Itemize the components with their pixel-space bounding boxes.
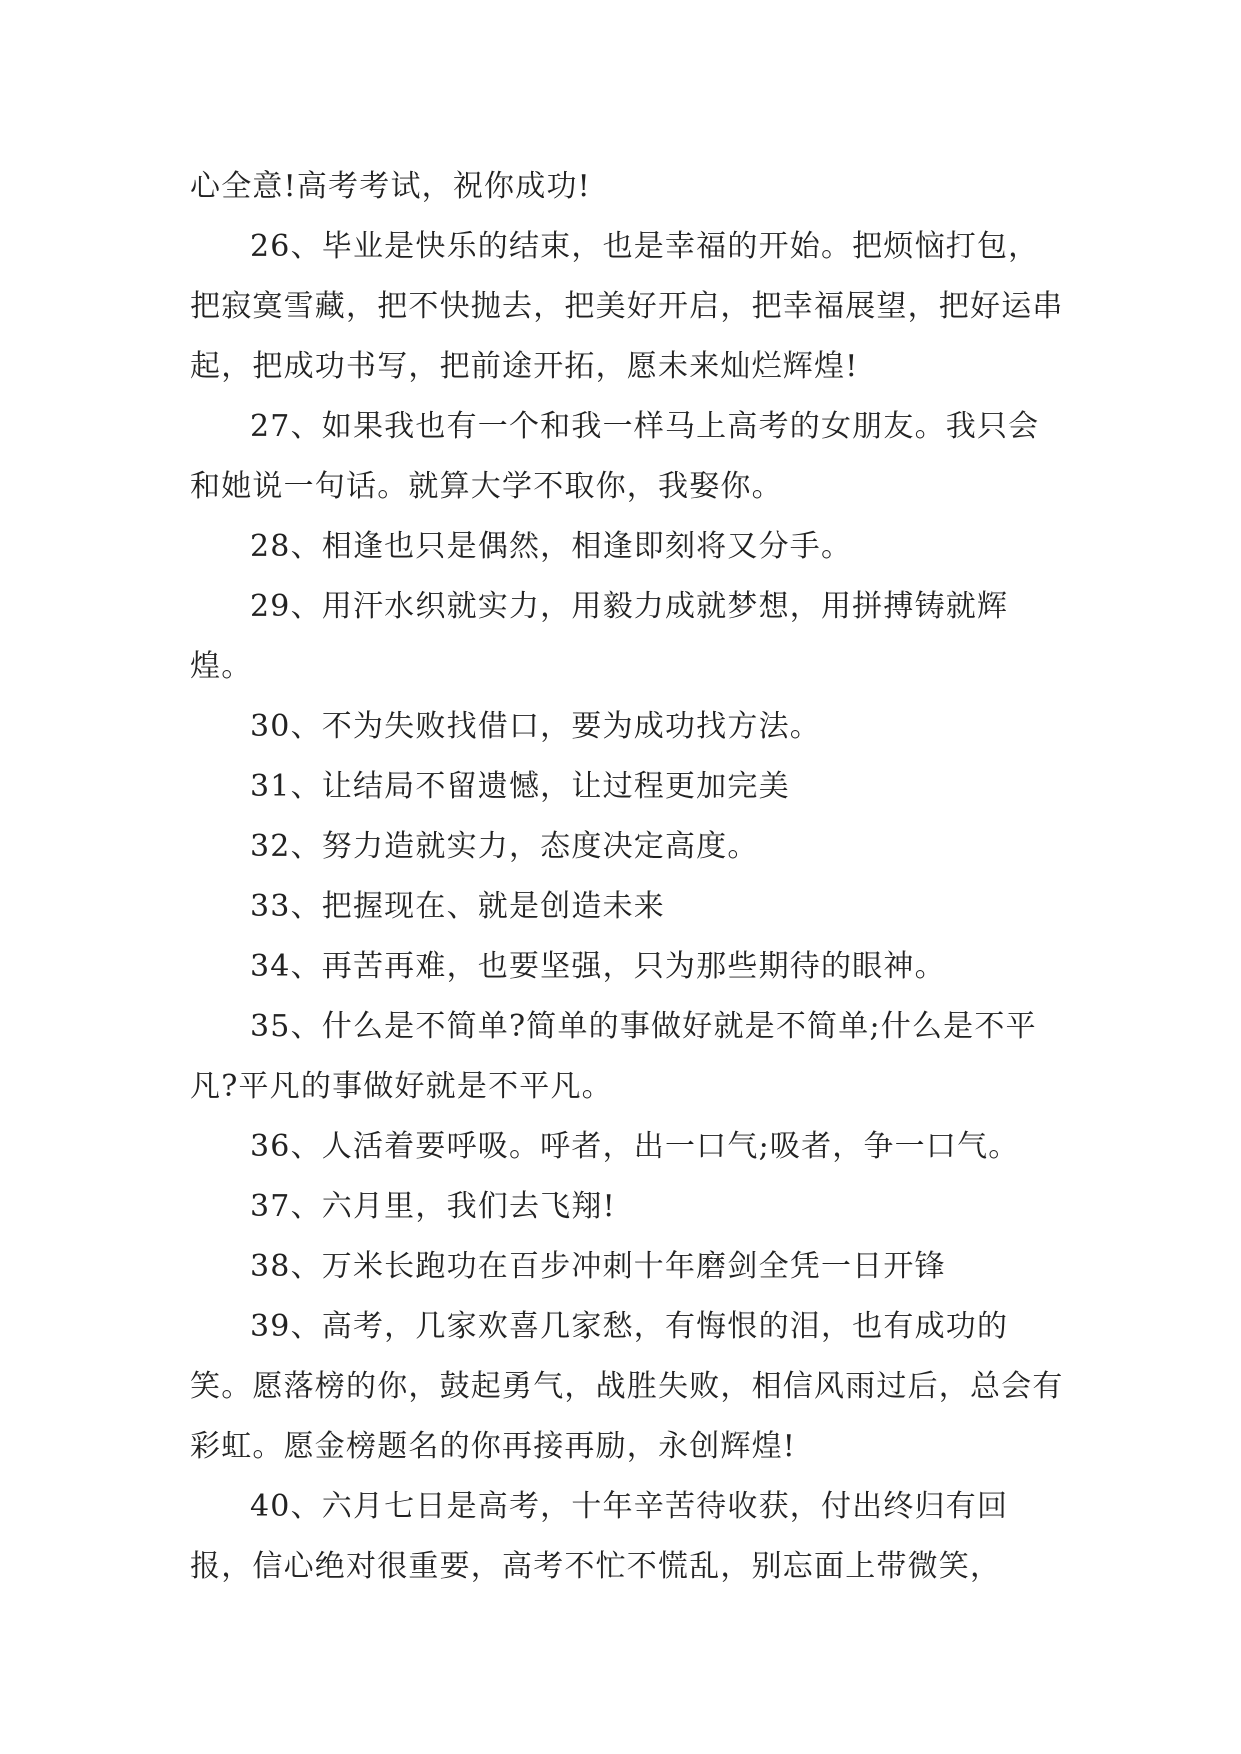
paragraph-40: 40、六月七日是高考，十年辛苦待收获，付出终归有回报，信心绝对很重要，高考不忙不慌乱，别忘面上带微笑， — [190, 1489, 1009, 1584]
paragraph-34: 34、再苦再难，也要坚强，只为那些期待的眼神。 — [250, 949, 946, 984]
paragraph-27: 27、如果我也有一个和我一样马上高考的女朋友。我只会和她说一句话。就算大学不取你，我娶你。 — [190, 409, 1040, 504]
paragraph-33: 33、把握现在、就是创造未来 — [250, 889, 665, 924]
paragraph-39: 39、高考，几家欢喜几家愁，有悔恨的泪，也有成功的笑。愿落榜的你，鼓起勇气，战胜失败，相信风雨过后，总会有彩虹。愿金榜题名的你再接再励，永创辉煌! — [190, 1309, 1064, 1464]
paragraph-29: 29、用汗水织就实力，用毅力成就梦想，用拼搏铸就辉煌。 — [190, 589, 1009, 684]
paragraph-26: 26、毕业是快乐的结束，也是幸福的开始。把烦恼打包，把寂寞雪藏，把不快抛去，把美好开启，把幸福展望，把好运串起，把成功书写，把前途开拓，愿未来灿烂辉煌! — [190, 229, 1064, 384]
paragraph-30: 30、不为失败找借口，要为成功找方法。 — [250, 709, 821, 744]
paragraph-continuation: 心全意!高考考试，祝你成功! — [190, 169, 591, 204]
document-body — [190, 157, 1070, 1597]
paragraph-31: 31、让结局不留遗憾，让过程更加完美 — [250, 769, 790, 804]
paragraph-38: 38、万米长跑功在百步冲刺十年磨剑全凭一日开锋 — [250, 1249, 946, 1284]
paragraph-28: 28、相逢也只是偶然，相逢即刻将又分手。 — [250, 529, 853, 564]
paragraph-36: 36、人活着要呼吸。呼者，出一口气;吸者，争一口气。 — [250, 1129, 1020, 1164]
paragraph-37: 37、六月里，我们去飞翔! — [250, 1189, 616, 1224]
paragraph-35: 35、什么是不简单?简单的事做好就是不简单;什么是不平凡?平凡的事做好就是不平凡。 — [190, 1009, 1037, 1104]
paragraph-32: 32、努力造就实力，态度决定高度。 — [250, 829, 759, 864]
